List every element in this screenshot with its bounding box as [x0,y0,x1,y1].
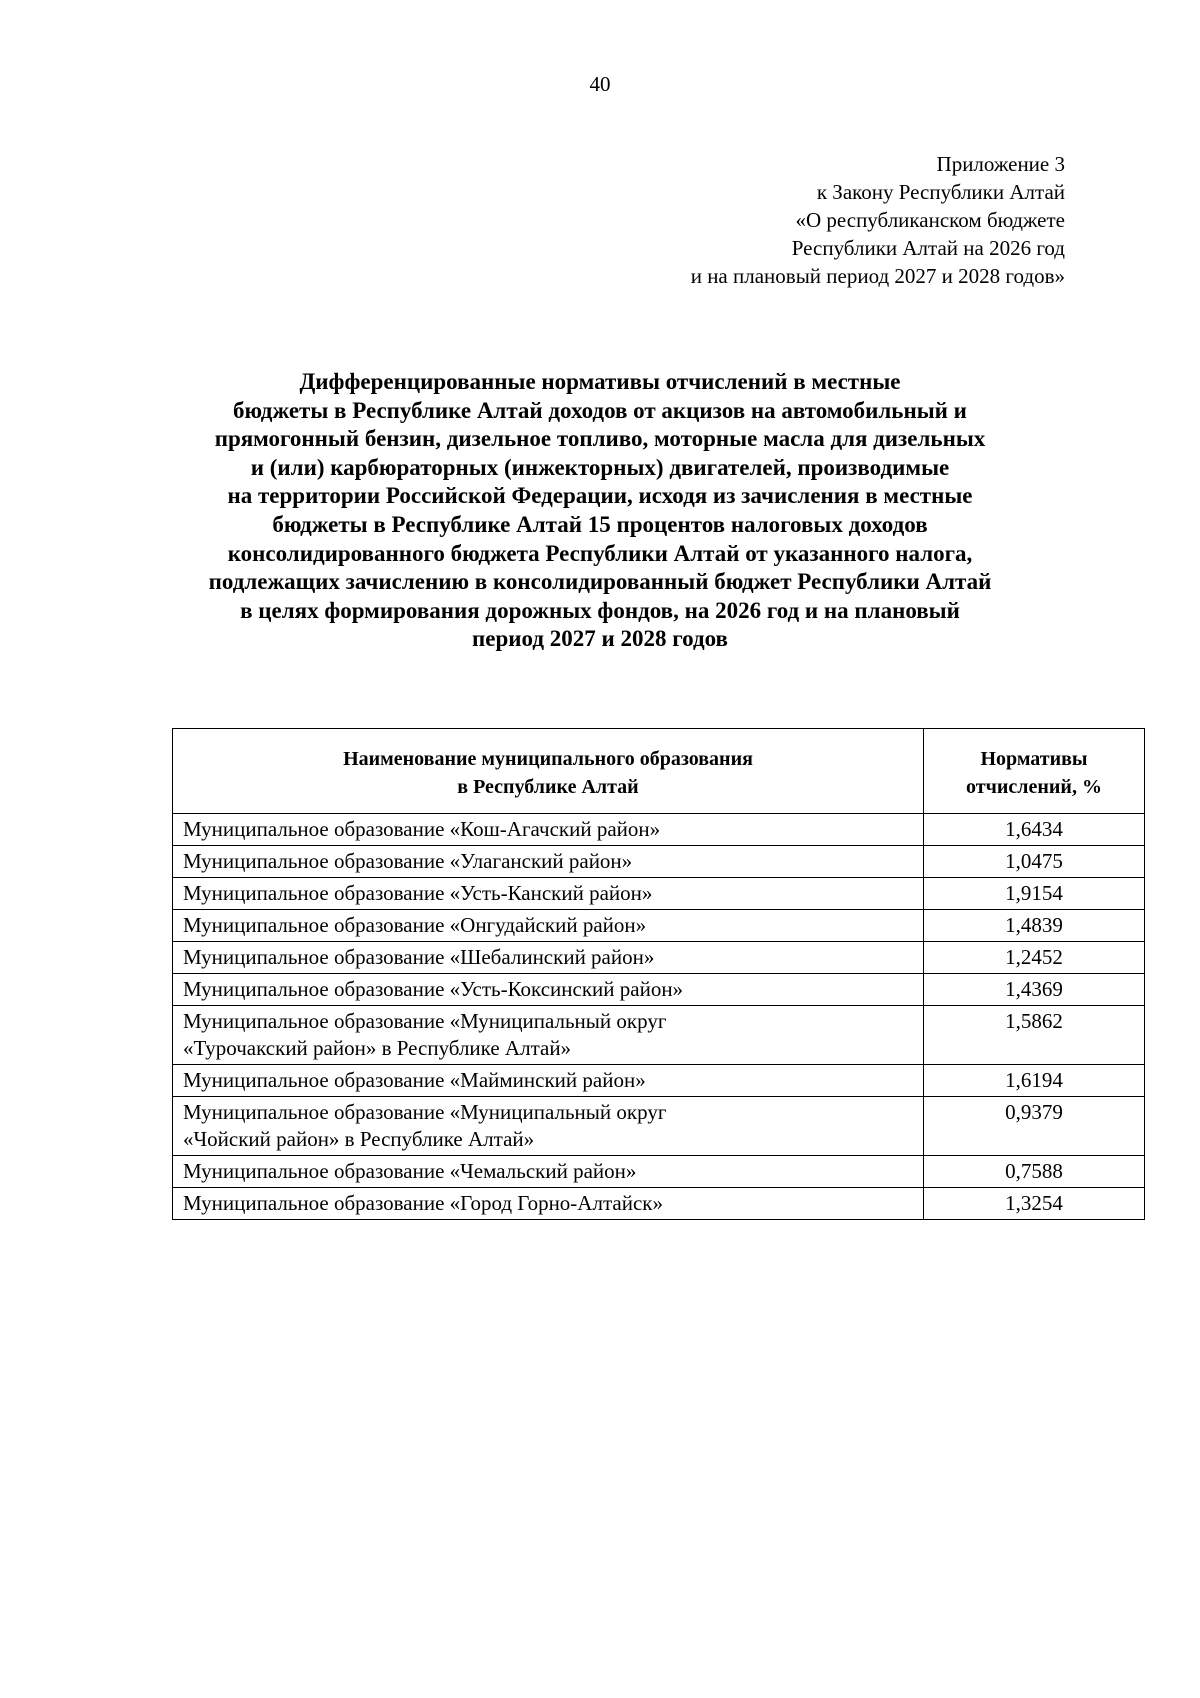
municipality-name-line: Муниципальное образование «Онгудайский район» [183,913,647,937]
norm-value-cell: 1,4369 [924,974,1145,1006]
municipality-name-cell [173,1156,924,1188]
norm-value-cell: 0,9379 [924,1097,1145,1156]
title-line: Дифференцированные нормативы отчислений в местные [299,369,901,394]
header-line: в Республике Алтай [457,776,639,798]
municipality-name-cell [173,942,924,974]
table-body [173,814,1145,1220]
norm-value-cell: 1,9154 [924,878,1145,910]
header-norms [924,729,1145,814]
municipality-name-line: Муниципальное образование «Шебалинский район» [183,945,655,969]
municipality-name-line: Муниципальное образование «Усть-Коксинский район» [183,977,684,1001]
municipality-name-cell [173,1188,924,1220]
table-row [173,1188,1145,1220]
municipality-name-cell [173,910,924,942]
table-row [173,846,1145,878]
title-line: бюджеты в Республике Алтай 15 процентов налоговых доходов [272,511,928,537]
table-header-row [173,729,1145,814]
table-row [173,910,1145,942]
appendix-line: Республики Алтай на 2026 год [791,236,1065,260]
table-row [173,878,1145,910]
norm-value-cell: 1,2452 [924,942,1145,974]
municipality-name-cell [173,1097,924,1156]
title-line: период 2027 и 2028 годов [472,626,728,652]
table-row [173,1006,1145,1065]
appendix-line: Приложение 3 [936,152,1065,176]
municipality-name-cell [173,878,924,910]
header-line: Наименование муниципального образования [343,748,753,770]
header-line: отчислений, % [966,776,1102,798]
table-row [173,1065,1145,1097]
title-line: в целях формирования дорожных фондов, на 2026 год и на плановый [240,597,960,623]
appendix-line: и на плановый период 2027 и 2028 годов» [690,264,1065,288]
municipality-name-line: Муниципальное образование «Улаганский район» [183,849,633,873]
municipality-name-line: Муниципальное образование «Муниципальный округ [183,1009,667,1033]
title-line: и (или) карбюраторных (инжекторных) двигателей, производимые [250,454,950,480]
appendix-line: к Закону Республики Алтай [816,180,1065,204]
norm-value-cell: 1,6194 [924,1065,1145,1097]
title-line: бюджеты в Республике Алтай доходов от акцизов на автомобильный и [233,397,967,423]
title-line: консолидированного бюджета Республики Алтай от указанного налога, [227,540,973,566]
municipality-name-line: Муниципальное образование «Майминский район» [183,1068,646,1092]
table-row [173,974,1145,1006]
header-municipality [173,729,924,814]
norms-table [172,728,1145,1220]
municipality-name-line: Муниципальное образование «Кош-Агачский район» [183,817,661,841]
municipality-name-cell [173,974,924,1006]
norm-value-cell: 1,3254 [924,1188,1145,1220]
municipality-name-line: Муниципальное образование «Усть-Канский район» [183,881,653,905]
norm-value-cell: 0,7588 [924,1156,1145,1188]
title-line: прямогонный бензин, дизельное топливо, моторные масла для дизельных [214,426,986,452]
table-row [173,814,1145,846]
municipality-name-cell [173,1006,924,1065]
municipality-name-line: «Чойский район» в Республике Алтай» [183,1127,535,1151]
municipality-name-line: Муниципальное образование «Муниципальный округ [183,1100,667,1124]
norm-value-cell: 1,5862 [924,1006,1145,1065]
municipality-name-cell [173,846,924,878]
title-line: подлежащих зачислению в консолидированный бюджет Республики Алтай [208,569,992,595]
norm-value-cell: 1,0475 [924,846,1145,878]
norm-value-cell: 1,4839 [924,910,1145,942]
table-row [173,1097,1145,1156]
table-row [173,1156,1145,1188]
appendix-line: «О республиканском бюджете [795,208,1065,232]
norm-value-cell: 1,6434 [924,814,1145,846]
page-number: 40 [589,72,611,96]
title-line: на территории Российской Федерации, исходя из зачисления в местные [227,483,973,509]
municipality-name-cell [173,814,924,846]
municipality-name-line: «Турочакский район» в Республике Алтай» [183,1036,572,1060]
appendix-reference [465,150,1065,290]
municipality-name-cell [173,1065,924,1097]
table-row [173,942,1145,974]
municipality-name-line: Муниципальное образование «Чемальский район» [183,1159,637,1183]
municipality-name-line: Муниципальное образование «Город Горно-Алтайск» [183,1191,663,1215]
header-line: Нормативы [980,748,1088,770]
document-title [150,368,1050,654]
